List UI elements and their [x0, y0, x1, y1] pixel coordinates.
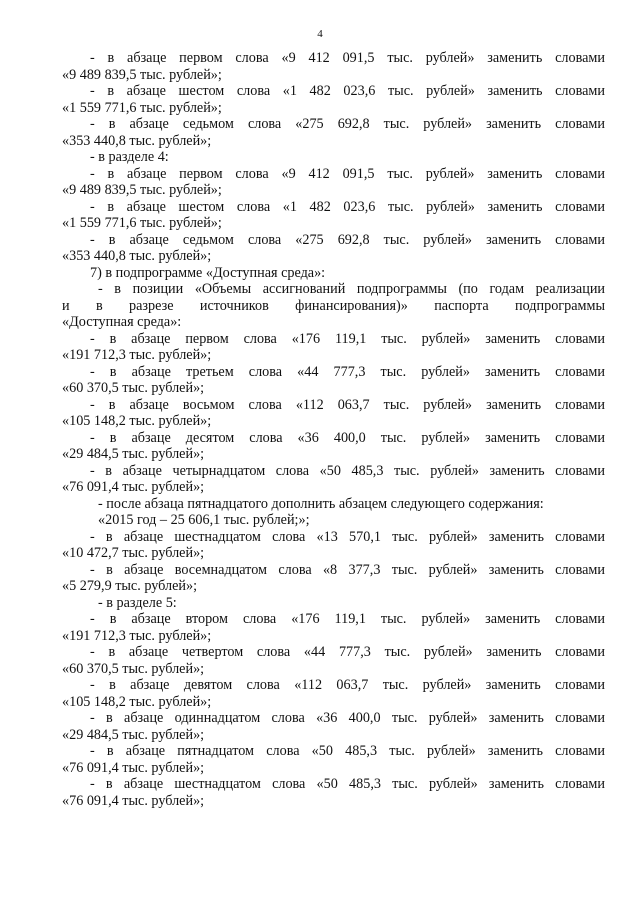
text-line: «353 440,8 тыс. рублей»; [62, 248, 212, 264]
text-line: «5 279,9 тыс. рублей»; [62, 578, 198, 594]
document-body [62, 50, 605, 809]
text-line: - в абзаце восьмом слова «112 063,7 тыс. рублей» заменить словами [90, 396, 605, 413]
text-line: - в абзаце шестом слова «1 482 023,6 тыс. рублей» заменить словами [90, 83, 605, 99]
text-line: - в абзаце шестом слова «1 482 023,6 тыс. рублей» заменить словами [90, 198, 605, 215]
text-line: «60 370,5 тыс. рублей»; [62, 380, 205, 396]
text-line: - в абзаце седьмом слова «275 692,8 тыс. рублей» заменить словами [90, 231, 605, 248]
text-line: - в абзаце восемнадцатом слова «8 377,3 тыс. рублей» заменить словами [90, 561, 605, 578]
text-line: «76 091,4 тыс. рублей»; [62, 759, 205, 776]
text-line: - в абзаце четвертом слова «44 777,3 тыс. рублей» заменить словами [90, 644, 605, 660]
text-line: «29 484,5 тыс. рублей»; [62, 726, 205, 743]
text-line: «1 559 771,6 тыс. рублей»; [62, 215, 222, 231]
text-line: «60 370,5 тыс. рублей»; [62, 660, 205, 677]
text-line: - в абзаце четырнадцатом слова «50 485,3 тыс. рублей» заменить словами [90, 462, 605, 479]
text-line: - в абзаце пятнадцатом слова «50 485,3 тыс. рублей» заменить словами [90, 743, 605, 759]
text-line: «105 148,2 тыс. рублей»; [62, 413, 212, 429]
text-line: «9 489 839,5 тыс. рублей»; [62, 66, 222, 83]
text-line: 7) в подпрограмме «Доступная среда»: [90, 264, 326, 281]
text-line: «Доступная среда»: [62, 314, 182, 330]
text-line: «29 484,5 тыс. рублей»; [62, 446, 205, 462]
text-line: «76 091,4 тыс. рублей»; [62, 479, 205, 495]
text-line: - в позиции «Объемы ассигнований подпрограммы (по годам реализации [98, 281, 605, 297]
text-line: - в абзаце первом слова «9 412 091,5 тыс. рублей» заменить словами [90, 165, 605, 182]
text-line: и в разрезе источников финансирования)» паспорта подпрограммы [62, 297, 605, 314]
text-line: - в абзаце седьмом слова «275 692,8 тыс. рублей» заменить словами [90, 116, 605, 132]
text-line: - в абзаце девятом слова «112 063,7 тыс. рублей» заменить словами [90, 677, 605, 693]
text-line: - в абзаце первом слова «9 412 091,5 тыс. рублей» заменить словами [90, 50, 605, 66]
text-line: «353 440,8 тыс. рублей»; [62, 132, 212, 149]
text-line: «76 091,4 тыс. рублей»; [62, 792, 205, 809]
text-line: - в разделе 5: [98, 594, 177, 611]
text-line: «9 489 839,5 тыс. рублей»; [62, 182, 222, 198]
text-line: «1 559 771,6 тыс. рублей»; [62, 99, 222, 116]
text-line: «10 472,7 тыс. рублей»; [62, 545, 205, 561]
text-line: - в абзаце шестнадцатом слова «13 570,1 тыс. рублей» заменить словами [90, 528, 605, 545]
text-line: «191 712,3 тыс. рублей»; [62, 627, 212, 644]
text-line: - в абзаце третьем слова «44 777,3 тыс. рублей» заменить словами [90, 363, 605, 380]
text-line: - в абзаце втором слова «176 119,1 тыс. рублей» заменить словами [90, 611, 605, 627]
text-line: - в разделе 4: [90, 149, 169, 165]
text-line: - в абзаце десятом слова «36 400,0 тыс. рублей» заменить словами [90, 429, 605, 446]
text-line: «2015 год – 25 606,1 тыс. рублей;»; [98, 512, 310, 528]
text-line: - в абзаце первом слова «176 119,1 тыс. рублей» заменить словами [90, 330, 605, 347]
page-number: 4 [317, 28, 323, 40]
text-line: - в абзаце шестнадцатом слова «50 485,3 тыс. рублей» заменить словами [90, 776, 605, 792]
text-line: - в абзаце одиннадцатом слова «36 400,0 тыс. рублей» заменить словами [90, 710, 605, 726]
text-line: «105 148,2 тыс. рублей»; [62, 693, 212, 710]
text-line: - после абзаца пятнадцатого дополнить абзацем следующего содержания: [98, 495, 544, 512]
text-line: «191 712,3 тыс. рублей»; [62, 347, 212, 363]
